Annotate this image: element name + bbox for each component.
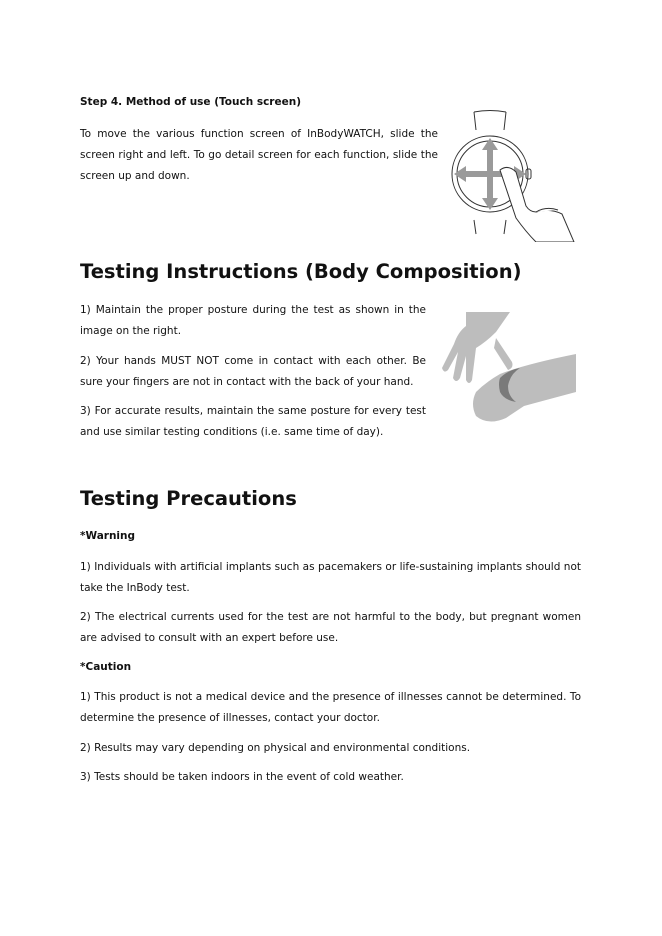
testing-precautions-title: Testing Precautions	[80, 487, 297, 510]
caution-label: *Caution	[80, 661, 132, 673]
testing-instructions-title: Testing Instructions (Body Composition)	[80, 260, 522, 283]
step4-paragraph: To move the various function screen of InBodyWATCH, slide the screen right and left. To go detail screen for each function, slide the screen up and down.	[80, 128, 438, 182]
caution-item-1: 1) This product is not a medical device and the presence of illnesses cannot be determined. To determine the presence of illnesses, contact your doctor.	[80, 691, 581, 724]
instruction-item-1: 1) Maintain the proper posture during the test as shown in the image on the right.	[80, 304, 426, 337]
step4-heading: Step 4. Method of use (Touch screen)	[80, 96, 301, 108]
warning-item-1: 1) Individuals with artificial implants such as pacemakers or life-sustaining implants should not take the InBody test.	[80, 561, 581, 594]
warning-item-2: 2) The electrical currents used for the test are not harmful to the body, but pregnant women are advised to consult with an expert before use.	[80, 611, 581, 644]
caution-item-3: 3) Tests should be taken indoors in the event of cold weather.	[80, 771, 404, 783]
instruction-item-3: 3) For accurate results, maintain the same posture for every test and use similar testing conditions (i.e. same time of day).	[80, 405, 426, 438]
caution-item-2: 2) Results may vary depending on physical and environmental conditions.	[80, 742, 471, 754]
watch-swipe-illustration	[446, 108, 576, 242]
instruction-item-2: 2) Your hands MUST NOT come in contact with each other. Be sure your fingers are not in contact with the back of your hand.	[80, 355, 426, 388]
test-posture-illustration	[436, 308, 576, 426]
warning-label: *Warning	[80, 530, 136, 542]
